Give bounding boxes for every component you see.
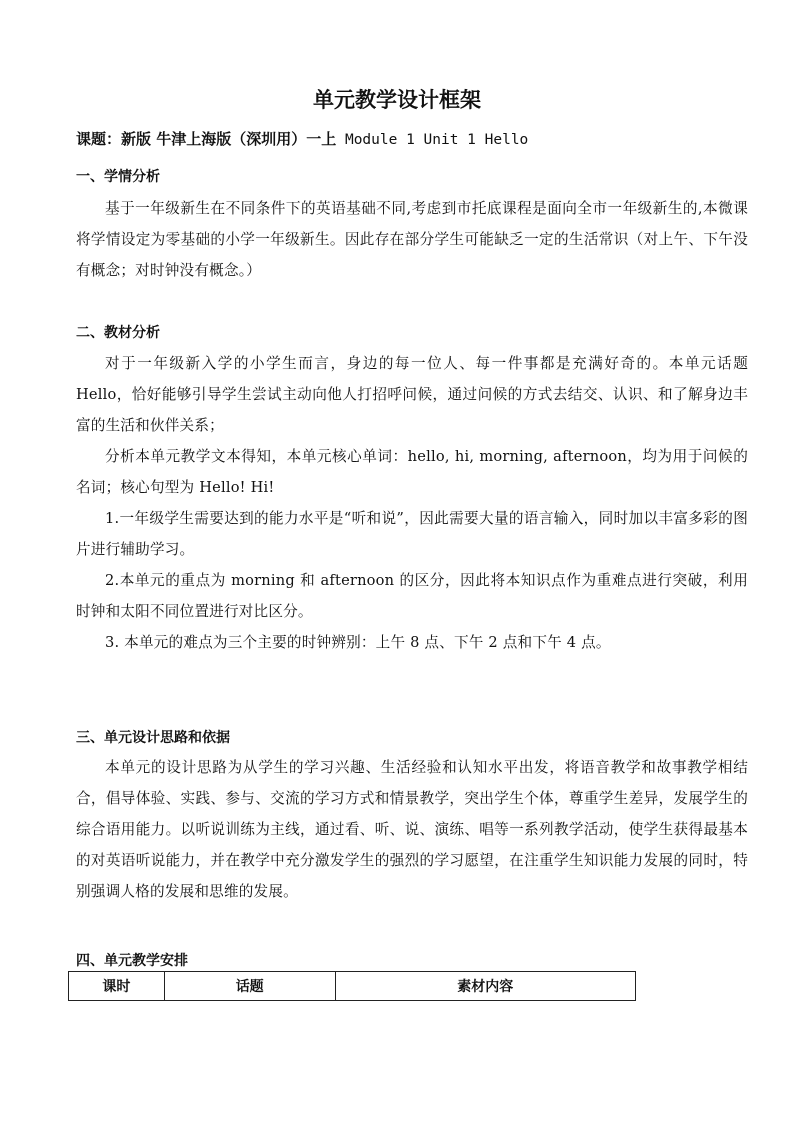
section-heading-teaching-schedule: 四、单元教学安排 — [76, 953, 188, 969]
table-header-lesson: 课时 — [69, 972, 165, 1001]
section-heading-material-analysis: 二、教材分析 — [76, 325, 160, 341]
paragraph-core-words: 分析本单元教学文本得知，本单元核心单词：hello, hi, morning, afternoon，均为用于问候的名词；核心句型为 Hello! Hi! — [76, 448, 748, 496]
course-line — [76, 128, 528, 149]
section-heading-design-rationale: 三、单元设计思路和依据 — [76, 730, 230, 746]
table-header-row — [69, 972, 636, 1001]
paragraph-point-1: 1.一年级学生需要达到的能力水平是“听和说”，因此需要大量的语言输入，同时加以丰富多彩的图片进行辅助学习。 — [76, 510, 748, 558]
table-header-material: 素材内容 — [335, 972, 635, 1001]
paragraph-design-rationale: 本单元的设计思路为从学生的学习兴趣、生活经验和认知水平出发，将语音教学和故事教学相结合，倡导体验、实践、参与、交流的学习方式和情景教学，突出学生个体，尊重学生差异，发展学生的综合语用能力。以听说训练为主线，通过看、听、说、演练、唱等一系列教学活动，使学生获得最基本的对英语听说能力，并在教学中充分激发学生的强烈的学习愿望，在注重学生知识能力发展的同时，特别强调人格的发展和思维的发展。 — [76, 759, 748, 900]
page-title: 单元教学设计框架 — [313, 88, 481, 112]
paragraph-point-3: 3. 本单元的难点为三个主要的时钟辨别：上午 8 点、下午 2 点和下午 4 点。 — [105, 634, 611, 651]
paragraph-learner-analysis: 基于一年级新生在不同条件下的英语基础不同,考虑到市托底课程是面向全市一年级新生的,本微课将学情设定为零基础的小学一年级新生。因此存在部分学生可能缺乏一定的生活常识（对上午、下午没有概念；对时钟没有概念。） — [76, 200, 748, 279]
course-label: 课题：新版 牛津上海版（深圳用）一上 — [76, 130, 337, 148]
course-unit: Module 1 Unit 1 Hello — [336, 132, 529, 148]
section-heading-learner-analysis: 一、学情分析 — [76, 169, 160, 185]
paragraph-point-2: 2.本单元的重点为 morning 和 afternoon 的区分，因此将本知识点作为重难点进行突破，利用时钟和太阳不同位置进行对比区分。 — [76, 572, 748, 620]
schedule-table — [68, 971, 636, 1001]
paragraph-material-intro: 对于一年级新入学的小学生而言，身边的每一位人、每一件事都是充满好奇的。本单元话题Hello，恰好能够引导学生尝试主动向他人打招呼问候，通过问候的方式去结交、认识、和了解身边丰富的生活和伙伴关系； — [76, 355, 748, 434]
table-header-topic: 话题 — [164, 972, 335, 1001]
